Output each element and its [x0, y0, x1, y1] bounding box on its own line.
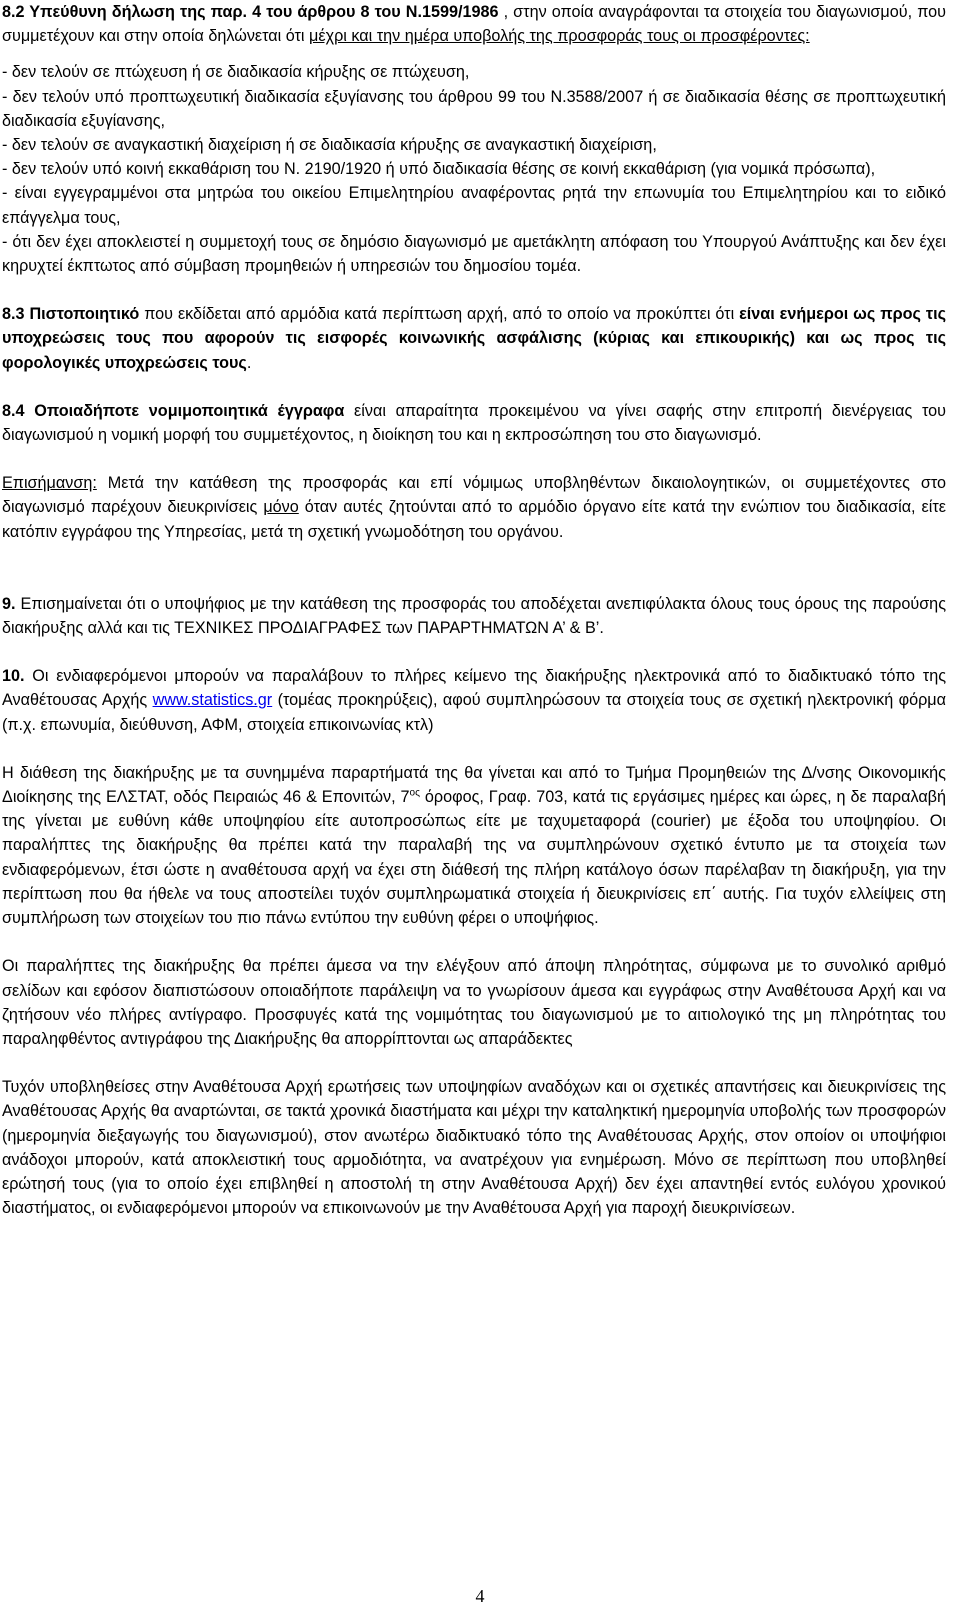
list-item: - δεν τελούν υπό κοινή εκκαθάριση του Ν. 2190/1920 ή υπό διαδικασία θέσης σε κοινή εκκαθάριση (για νομικά πρόσωπα), [2, 160, 876, 179]
section-8-2-intro: , στην οποία αναγράφονται τα στοιχεία του διαγωνισμού, που συμμετέχουν και στην οποία δηλώνεται ότι [2, 3, 946, 46]
note-text-underlined: μόνο [263, 498, 299, 517]
list-item: - ότι δεν έχει αποκλειστεί η συμμετοχή τους σε δημόσιο διαγωνισμό με αμετάκλητη απόφαση του Υπουργού Ανάπτυξης και δεν έχει κηρυχτεί έκπτωτος από σύμβαση προμηθειών ή υπηρεσιών του δημοσίου τομέα. [2, 232, 946, 276]
section-10 [2, 664, 946, 737]
section-8-3-number: 8.3 [2, 305, 25, 324]
section-8-3-term: Πιστοποιητικό [29, 305, 140, 324]
note-paragraph [2, 471, 946, 544]
section-10-text: Οι ενδιαφερόμενοι μπορούν να παραλάβουν το πλήρες κείμενο της διακήρυξης ηλεκτρονικά από το διαδικτυακό τόπο της Αναθέτουσας Αρχής [2, 667, 946, 710]
section-9 [2, 592, 946, 640]
spacer [2, 447, 946, 471]
list-item: - είναι εγγεγραμμένοι στα μητρώα του οικείου Επιμελητηρίου αναφέροντας ρητά την επωνυμία του Επιμελητηρίου και το ειδικό επάγγελμα τους, [2, 184, 946, 227]
floor-ordinal: ος [409, 787, 420, 799]
note-text-rest: όταν αυτές ζητούνται από το αρμόδιο όργανο είτε κατά την ενώπιον του διαδικασία, είτε κατόπιν εγγράφου της Υπηρεσίας, μετά τη σχετική γνωμοδότηση του οργάνου. [2, 498, 946, 541]
section-9-number: 9. [2, 594, 16, 613]
spacer [2, 375, 946, 399]
section-8-3-end: . [246, 353, 252, 372]
section-10-text-rest: (τομέας προκηρύξεις), αφού συμπληρώσουν τα στοιχεία τους σε σχετική ηλεκτρονική φόρμα (π.χ. επωνυμία, διεύθυνση, ΑΦΜ, στοιχεία επικοινωνίας κτλ) [2, 691, 946, 734]
recipients-paragraph: Οι παραλήπτες της διακήρυξης θα πρέπει άμεσα να την ελέγξουν από άποψη πληρότητας, σύμφωνα με το συνολικό αριθμό σελίδων και εφόσον διαπιστώσουν οποιαδήποτε παράλειψη να το γνωρίσουν άμεσα και εγγράφως στην Αναθέτουσα Αρχή και να ζητήσουν νέο πλήρες αντίγραφο. Προσφυγές κατά της νομιμότητας του διαγωνισμού με το αιτιολογικό της μη πληρότητας του παραληφθέντος αντιγράφου της Διακήρυξης θα απορρίπτονται ως απαράδεκτες [2, 957, 946, 1048]
list-item: - δεν τελούν σε πτώχευση ή σε διαδικασία κήρυξης σε πτώχευση, [2, 63, 470, 82]
note-text: Μετά την κατάθεση της προσφοράς και επί νόμιμως υποβληθέντων δικαιολογητικών, οι συμμετέχοντες στο διαγωνισμό παρέχουν διευκρινίσεις [2, 474, 946, 517]
section-10-number: 10. [2, 667, 25, 686]
spacer [2, 568, 946, 592]
section-8-3-text: που εκδίδεται από αρμόδια κατά περίπτωση αρχή, από το οποίο να προκύπτει ότι [139, 305, 740, 324]
spacer [2, 930, 946, 954]
spacer [2, 737, 946, 761]
questions-paragraph: Τυχόν υποβληθείσες στην Αναθέτουσα Αρχή ερωτήσεις των υποψηφίων αναδόχων και οι σχετικές απαντήσεις και διευκρινίσεις της Αναθέτουσας Αρχής θα αναρτώνται, σε τακτά χρονικά διαστήματα και μέχρι την καταληκτική ημερομηνία υποβολής των προσφορών (ημερομηνία διεξαγωγής του διαγωνισμού), στον ανωτέρω διαδικτυακό τόπο της Αναθέτουσας Αρχής, στον οποίον οι υποψήφιοι ανάδοχοι μπορούν, κατά αποκλειστική τους αρμοδιότητα, να ανατρέχουν για ενημέρωση. Μόνο σε περίπτωση που υποβληθεί ερώτησή τους (για το οποίο έχει επιβληθεί η αποστολή τη στην Αναθέτουσα Αρχή) δεν έχει απαντηθεί εντός ευλόγου χρονικού διαστήματος, οι ενδιαφερόμενοι μπορούν να επικοινωνούν με την Αναθέτουσα Αρχή για παροχή διευκρινίσεων. [2, 1078, 946, 1218]
section-8-2 [2, 0, 946, 48]
availability-text-rest: όροφος, Γραφ. 703, κατά τις εργάσιμες ημέρες και ώρες, η δε παραλαβή της γίνεται με ευθύνη κάθε υποψηφίου είτε αυτοπροσώπως είτε με ταχυμεταφορά (courier) με έξοδα του υποψηφίου. Οι παραλήπτες της διακήρυξης θα πρέπει κατά την παραλαβή της να συμπληρώνουν σχετικό έντυπο με τα στοιχεία των ενδιαφερόμενων, έτσι ώστε η αναθέτουσα αρχή να έχει στη διάθεσή της πλήρη κατάλογο όσων παρέλαβαν τη διακήρυξη, για την περίπτωση που θα ήθελε να τους αποστείλει τυχόν συμπληρωματικά στοιχεία ή διευκρινίσεις επ΄ αυτής. Για τυχόν ελλείψεις στη συμπλήρωση των στοιχείων του πιο πάνω εντύπου την ευθύνη φέρει ο υποψήφιος. [2, 788, 946, 928]
section-8-4-term: Οποιαδήποτε νομιμοποιητικά έγγραφα [34, 401, 345, 420]
section-8-3-bold-text: είναι ενήμεροι ως προς τις υποχρεώσεις τους που αφορούν τις εισφορές κοινωνικής ασφάλισης (κύριας και επικουρικής) και ως προς τις φορολογικές υποχρεώσεις τους [2, 305, 947, 372]
section-8-3 [2, 302, 946, 375]
availability-paragraph [2, 761, 946, 930]
note-label: Επισήμανση: [2, 474, 97, 493]
section-8-2-heading: 8.2 Υπεύθυνη δήλωση της παρ. 4 του άρθρου 8 του Ν.1599/1986 [2, 3, 499, 21]
spacer [2, 48, 946, 60]
spacer [2, 278, 946, 302]
spacer [2, 544, 946, 568]
list-item: - δεν τελούν υπό προπτωχευτική διαδικασία εξυγίανσης του άρθρου 99 του Ν.3588/2007 ή σε διαδικασία θέσης σε προπτωχευτική διαδικασία εξυγίανσης, [2, 87, 946, 130]
section-8-4-number: 8.4 [2, 401, 25, 420]
section-9-text: Επισημαίνεται ότι ο υποψήφιος με την κατάθεση της προσφοράς του αποδέχεται ανεπιφύλακτα όλους τους όρους της παρούσης διακήρυξης αλλά και τις ΤΕΧΝΙΚΕΣ ΠΡΟΔΙΑΓΡΑΦΕΣ των ΠΑΡΑΡΤΗΜΑΤΩΝ Α’ & Β’. [2, 594, 946, 638]
list-item: - δεν τελούν σε αναγκαστική διαχείριση ή σε διαδικασία κήρυξης σε αναγκαστική διαχείριση, [2, 136, 657, 155]
page-number: 4 [475, 1586, 485, 1606]
section-8-2-intro-underlined: μέχρι και την ημέρα υποβολής της προσφοράς τους οι προσφέροντες: [309, 27, 810, 46]
spacer [2, 1051, 946, 1075]
spacer [2, 640, 946, 664]
section-8-4 [2, 399, 946, 447]
availability-text: Η διάθεση της διακήρυξης με τα συνημμένα παραρτήματά της θα γίνεται και από το Τμήμα Προμηθειών της Δ/νσης Οικονομικής Διοίκησης της ΕΛΣΤΑΤ, οδός Πειραιώς 46 & Επονιτών, 7 [2, 763, 946, 807]
statistics-website-link[interactable]: www.statistics.gr [152, 691, 273, 710]
section-8-4-text: είναι απαραίτητα προκειμένου να γίνει σαφής στην επιτροπή διενέργειας του διαγωνισμού η νομική μορφή του συμμετέχοντος, η διοίκηση του και η εκπροσώπηση του στο διαγωνισμό. [2, 401, 946, 445]
